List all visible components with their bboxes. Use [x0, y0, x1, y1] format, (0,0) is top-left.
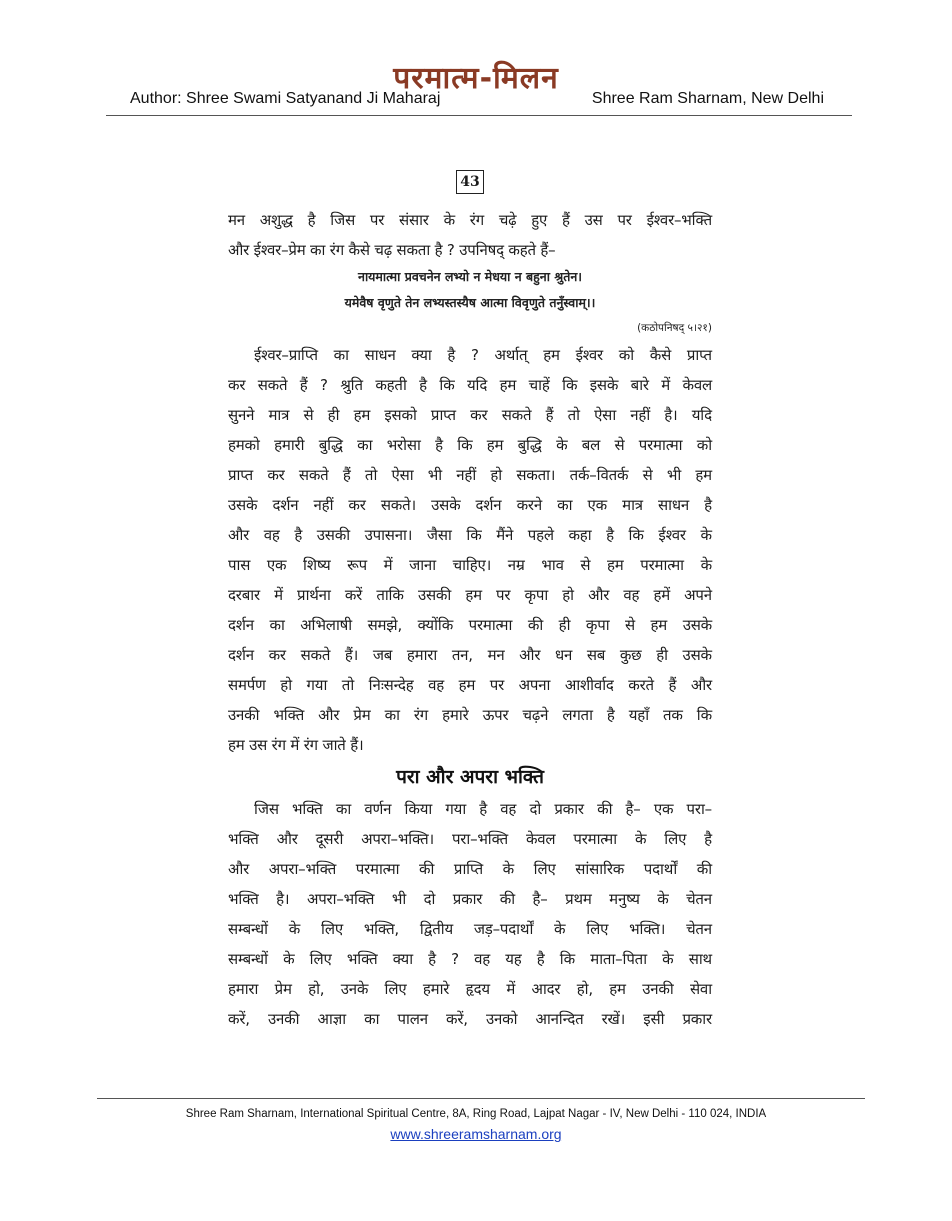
text-line: दरबार में प्रार्थना करें ताकि उसकी हम पर कृपा हो और वह हमें अपने: [228, 586, 712, 604]
text-line: सम्बन्धों के लिए भक्ति, द्वितीय जड़–पदार्थों के लिए भक्ति। चेतन: [228, 920, 712, 938]
text-line: सम्बन्धों के लिए भक्ति क्या है ? वह यह है कि माता–पिता के साथ: [228, 950, 712, 968]
header-divider: [106, 115, 852, 116]
text-line: हम उस रंग में रंग जाते हैं।: [228, 736, 364, 754]
text-line: हमको हमारी बुद्धि का भरोसा है कि हम बुद्धि के बल से परमात्मा को: [228, 436, 712, 454]
text-line: हमारा प्रेम हो, उनके लिए हमारे हृदय में आदर हो, हम उनकी सेवा: [228, 980, 712, 998]
verse-line-2: यमेवैष वृणुते तेन लभ्यस्तस्यैष आत्मा विवृणुते तनुँस्वाम्।।: [344, 295, 596, 310]
text-line: उसके दर्शन नहीं कर सकते। उसके दर्शन करने का एक मात्र साधन है: [228, 496, 712, 514]
text-line: ईश्वर–प्राप्ति का साधन क्या है ? अर्थात् हम ईश्वर को कैसे प्राप्त: [254, 346, 712, 364]
page-number: 43: [456, 170, 484, 194]
author-line: Author: Shree Swami Satyanand Ji Maharaj: [130, 90, 441, 107]
text-line: दर्शन का अभिलाषी समझे, क्योंकि परमात्मा की ही कृपा से हम उसके: [228, 616, 712, 634]
text-line: और वह है उसकी उपासना। जैसा कि मैंने पहले कहा है कि ईश्वर के: [228, 526, 712, 544]
paragraph-1: [228, 340, 712, 760]
text-line: कर सकते हैं ? श्रुति कहती है कि यदि हम चाहें कि इसके बारे में केवल: [228, 376, 712, 394]
section-heading: परा और अपरा भक्ति: [396, 766, 544, 788]
text-line: भक्ति है। अपरा–भक्ति भी दो प्रकार की है– प्रथम मनुष्य के चेतन: [228, 890, 712, 908]
paragraph-2: [228, 794, 712, 1034]
verse-line-1: नायमात्मा प्रवचनेन लभ्यो न मेधया न बहुना श्रुतेन।: [358, 269, 582, 284]
text-line: और ईश्वर–प्रेम का रंग कैसे चढ़ सकता है ? उपनिषद् कहते हैं–: [228, 241, 556, 259]
text-line: पास एक शिष्य रूप में जाना चाहिए। नम्र भाव से हम परमात्मा के: [228, 556, 712, 574]
book-title: परमात्म-मिलन: [393, 61, 559, 96]
text-line: करें, उनकी आज्ञा का पालन करें, उनको आनन्दित रखें। इसी प्रकार: [228, 1010, 712, 1028]
text-line: उनकी भक्ति और प्रेम का रंग हमारे ऊपर चढ़ने लगता है यहाँ तक कि: [228, 706, 712, 724]
footer-divider: [97, 1098, 865, 1099]
footer-address: Shree Ram Sharnam, International Spiritual Centre, 8A, Ring Road, Lajpat Nagar - IV, New Delhi - 110 024, INDIA: [185, 1108, 767, 1120]
intro-text: [228, 205, 712, 265]
text-line: और अपरा–भक्ति परमात्मा की प्राप्ति के लिए सांसारिक पदार्थों की: [228, 860, 712, 878]
text-line: दर्शन कर सकते हैं। जब हमारा तन, मन और धन सब कुछ ही उसके: [228, 646, 712, 664]
verse-source: (कठोपनिषद् ५।२१): [637, 322, 712, 334]
website-link[interactable]: www.shreeramsharnam.org: [390, 1126, 562, 1142]
publisher-line: Shree Ram Sharnam, New Delhi: [591, 90, 824, 107]
text-line: जिस भक्ति का वर्णन किया गया है वह दो प्रकार की है– एक परा–: [254, 800, 712, 818]
text-line: मन अशुद्ध है जिस पर संसार के रंग चढ़े हुए हैं उस पर ईश्वर–भक्ति: [228, 211, 712, 229]
text-line: समर्पण हो गया तो निःसन्देह वह हम पर अपना आशीर्वाद करते हैं और: [228, 676, 712, 694]
text-line: प्राप्त कर सकते हैं तो ऐसा भी नहीं हो सकता। तर्क–वितर्क से भी हम: [228, 466, 712, 484]
text-line: भक्ति और दूसरी अपरा–भक्ति। परा–भक्ति केवल परमात्मा के लिए है: [228, 830, 712, 848]
text-line: सुनने मात्र से ही हम इसको प्राप्त कर सकते हैं तो ऐसा नहीं है। यदि: [228, 406, 712, 424]
